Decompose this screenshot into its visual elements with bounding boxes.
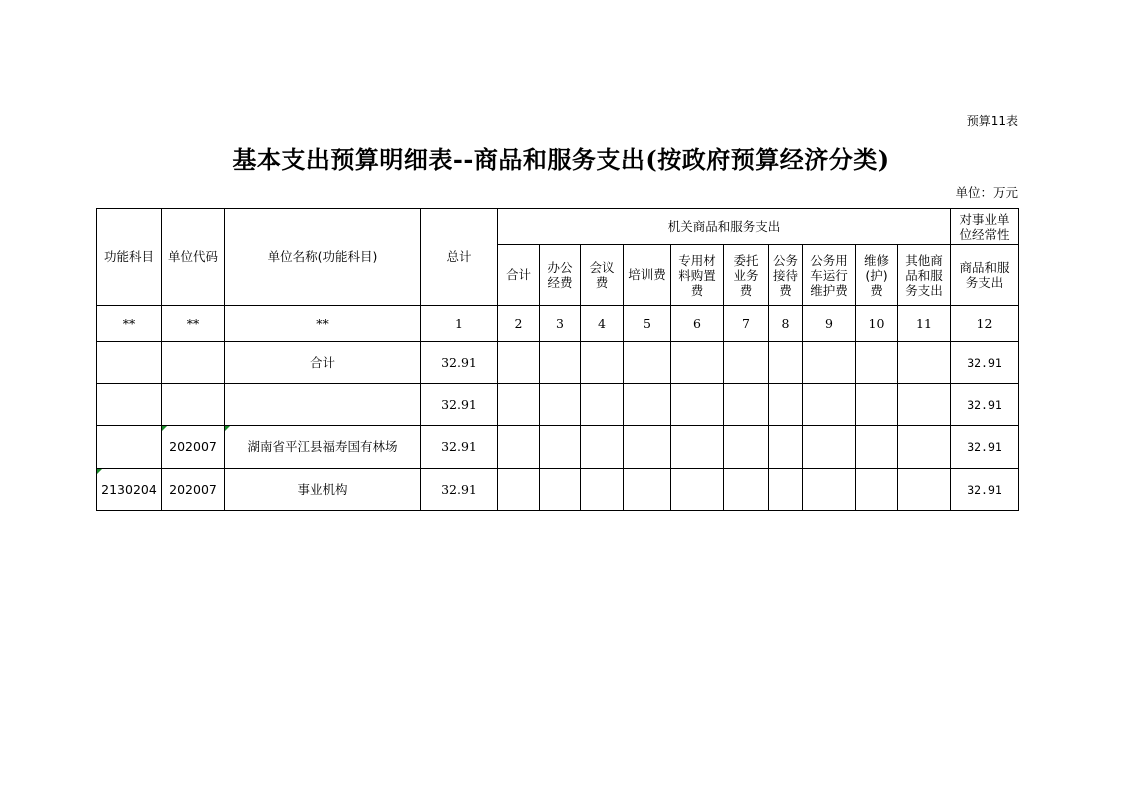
empty-cell: [498, 469, 540, 511]
index-cell: **: [225, 306, 421, 342]
empty-cell: [671, 342, 724, 384]
empty-cell: [581, 384, 624, 426]
header-sub-col: [803, 245, 856, 306]
empty-cell: [498, 342, 540, 384]
table-row: [97, 469, 1019, 511]
header-line: 接待: [772, 267, 798, 283]
empty-cell: [624, 426, 671, 469]
header-sub-col: [898, 245, 951, 306]
empty-cell: [898, 426, 951, 469]
header-line: 商品和服: [959, 260, 1010, 275]
header-sub-col: [498, 245, 540, 306]
empty-cell: [540, 342, 581, 384]
header-sub-col: [624, 245, 671, 306]
index-cell: 6: [671, 306, 724, 342]
header-line: 费: [870, 282, 883, 298]
header-sub-col: [540, 245, 581, 306]
empty-cell: [803, 342, 856, 384]
empty-cell: [581, 342, 624, 384]
table-number: 预算11表: [966, 114, 1018, 128]
empty-cell: [724, 469, 769, 511]
header-line: 车运行: [810, 267, 848, 283]
index-cell: 5: [624, 306, 671, 342]
col12-cell: 32.91: [951, 469, 1019, 511]
header-line: 业务: [733, 267, 759, 283]
empty-cell: [498, 384, 540, 426]
header-line: 办公: [547, 260, 573, 275]
index-cell: 10: [856, 306, 898, 342]
header-line: 费: [595, 275, 609, 290]
header-line: 其他商: [905, 252, 943, 268]
empty-cell: [498, 426, 540, 469]
header-line: 费: [690, 282, 704, 298]
index-cell: 2: [498, 306, 540, 342]
empty-cell: [671, 426, 724, 469]
header-pub-group: [951, 209, 1019, 245]
empty-cell: [856, 426, 898, 469]
empty-cell: [769, 342, 803, 384]
table-row: [97, 384, 1019, 426]
empty-cell: [624, 384, 671, 426]
header-line: 品和服: [905, 267, 943, 283]
header-line: 务支出: [965, 275, 1004, 290]
header-line: 维修: [863, 252, 889, 268]
empty-cell: [540, 469, 581, 511]
header-line: 费: [779, 282, 792, 298]
table-row: [97, 342, 1019, 384]
index-cell: 1: [421, 306, 498, 342]
header-sub-col: [724, 245, 769, 306]
index-cell: 11: [898, 306, 951, 342]
index-cell: 3: [540, 306, 581, 342]
empty-cell: [898, 384, 951, 426]
col12-cell: 32.91: [951, 384, 1019, 426]
func-subject-cell: 2130204: [97, 469, 162, 511]
header-unit-code: 单位代码: [162, 209, 225, 306]
empty-cell: [803, 426, 856, 469]
empty-cell: [671, 469, 724, 511]
total-cell: 32.91: [421, 469, 498, 511]
header-sub-col: [769, 245, 803, 306]
index-cell: 4: [581, 306, 624, 342]
unit-code-cell: 202007: [162, 426, 225, 469]
header-org-group: 机关商品和服务支出: [498, 209, 951, 245]
header-total: 总计: [421, 209, 498, 306]
empty-cell: [724, 426, 769, 469]
unit-name-cell: 湖南省平江县福寿国有林场: [225, 426, 421, 469]
header-line: 维护费: [810, 282, 848, 298]
header-line: 费: [739, 282, 753, 298]
empty-cell: [671, 384, 724, 426]
empty-cell: [803, 469, 856, 511]
empty-cell: [898, 469, 951, 511]
empty-cell: [540, 426, 581, 469]
header-line: 公务: [772, 252, 798, 268]
total-cell: 32.91: [421, 384, 498, 426]
index-cell: 12: [951, 306, 1019, 342]
index-cell: **: [97, 306, 162, 342]
total-cell: 32.91: [421, 342, 498, 384]
index-cell: 9: [803, 306, 856, 342]
unit-label: 单位：万元: [955, 185, 1018, 200]
unit-name-cell: 事业机构: [225, 469, 421, 511]
unit-name-cell: 合计: [225, 342, 421, 384]
unit-name-cell: [225, 384, 421, 426]
empty-cell: [856, 342, 898, 384]
empty-cell: [803, 384, 856, 426]
empty-cell: [769, 426, 803, 469]
header-line: 专用材: [678, 252, 716, 268]
empty-cell: [624, 469, 671, 511]
header-sub-col: [671, 245, 724, 306]
header-func-subject: 功能科目: [97, 209, 162, 306]
index-row: [97, 306, 1019, 342]
header-sub-col: [856, 245, 898, 306]
func-subject-cell: [97, 426, 162, 469]
header-sub-col: [581, 245, 624, 306]
empty-cell: [898, 342, 951, 384]
header-line: 委托: [733, 252, 759, 268]
unit-code-cell: 202007: [162, 469, 225, 511]
empty-cell: [769, 384, 803, 426]
col12-cell: 32.91: [951, 342, 1019, 384]
header-line: (护): [865, 267, 888, 283]
index-cell: **: [162, 306, 225, 342]
header-line: 培训费: [628, 267, 666, 282]
total-cell: 32.91: [421, 426, 498, 469]
header-unit-name: 单位名称(功能科目): [225, 209, 421, 306]
header-line: 经费: [547, 275, 573, 290]
header-line: 料购置: [678, 267, 716, 283]
header-sub-col: [951, 245, 1019, 306]
empty-cell: [581, 469, 624, 511]
header-row-1: [97, 209, 1019, 245]
header-line: 务支出: [905, 282, 943, 298]
budget-table: [96, 208, 1019, 511]
col12-cell: 32.91: [951, 426, 1019, 469]
header-pub-group-line-1: 对事业单: [959, 211, 1010, 227]
header-pub-group-line-2: 位经常性: [959, 226, 1010, 242]
unit-code-cell: [162, 342, 225, 384]
empty-cell: [624, 342, 671, 384]
empty-cell: [856, 469, 898, 511]
index-cell: 8: [769, 306, 803, 342]
func-subject-cell: [97, 384, 162, 426]
func-subject-cell: [97, 342, 162, 384]
header-line: 公务用: [810, 252, 848, 268]
index-cell: 7: [724, 306, 769, 342]
empty-cell: [769, 469, 803, 511]
table-row: [97, 426, 1019, 469]
header-line: 合计: [505, 267, 531, 282]
page-title: 基本支出预算明细表--商品和服务支出(按政府预算经济分类): [232, 145, 890, 174]
empty-cell: [724, 342, 769, 384]
header-line: 会议: [589, 260, 615, 275]
empty-cell: [856, 384, 898, 426]
empty-cell: [581, 426, 624, 469]
unit-code-cell: [162, 384, 225, 426]
empty-cell: [724, 384, 769, 426]
empty-cell: [540, 384, 581, 426]
